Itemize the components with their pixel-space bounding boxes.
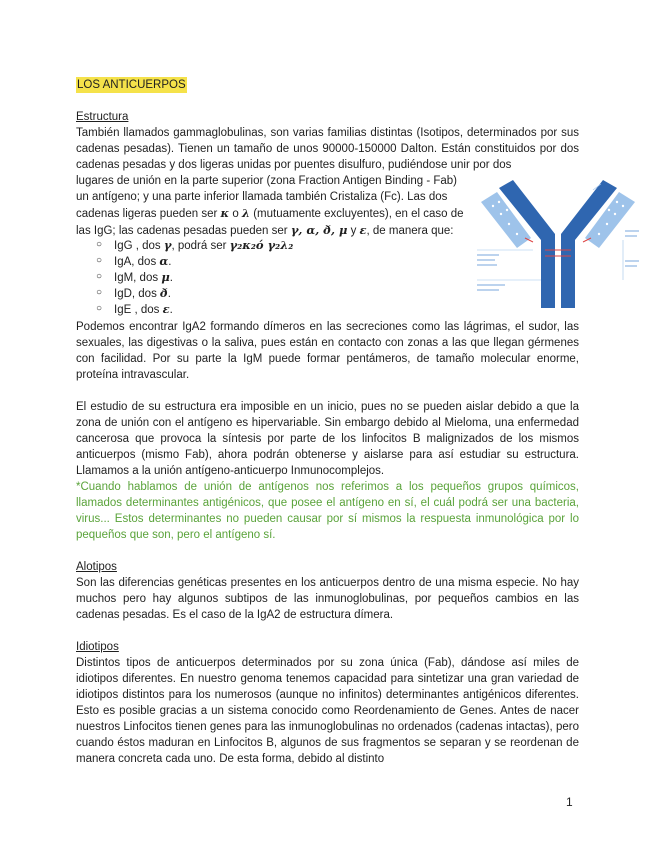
- text-line: inmunológica por lo pequeños que son, pero el antígeno sí.: [76, 513, 580, 541]
- isotype-list: [96, 237, 293, 317]
- text-line: zona de unión con el antígeno es hipervariable. Sin embargo debido al Mieloma, una: [76, 417, 514, 429]
- list-item-text: .: [169, 304, 173, 316]
- estructura-paragraph-1-narrow: [76, 173, 468, 239]
- text-line: por dos cadenas pesadas y dos ligeras unidas por puentes disulfuro, pudiéndose unir por dos: [76, 143, 579, 171]
- list-item: [96, 253, 293, 269]
- list-item-text: IgA, dos: [114, 256, 160, 268]
- text-line: mismos anticuerpos (mismo Fab), ahora podrán obtenerse y aislarse para así estudiar su: [76, 433, 580, 461]
- text-line: El estudio de su estructura era imposible en un inicio, pues no se pueden aislar debido a que la: [76, 401, 579, 413]
- list-item: [96, 237, 293, 253]
- text-line: diferentes. Esto es posible gracias a un sistema conocido como Reordenamiento de Genes.: [76, 689, 579, 717]
- text-line: idiotipos diferentes. En nuestro genoma tenemos capacidad para sintetizar una gran variedad: [76, 673, 563, 685]
- text-fragment: las IgG; las cadenas pesadas pueden ser: [76, 225, 291, 237]
- estructura-paragraph-1: [76, 125, 579, 173]
- idiotipos-paragraph: [76, 655, 579, 767]
- list-item-text: IgM, dos: [114, 272, 162, 284]
- bullet-mark: ○: [96, 287, 103, 298]
- antigen-note: [76, 479, 579, 543]
- text-line: cadenas ligeras pueden ser: [76, 208, 221, 220]
- bullet-mark: ○: [96, 303, 103, 314]
- section-heading-alotipos: Alotipos: [76, 561, 117, 573]
- list-item-text: , podrá ser: [171, 240, 230, 252]
- text-line: hay muchos pero hay algunos subtipos de las inmunoglobulinas, por pequeños cambios en las: [76, 577, 579, 605]
- text-fragment: , de manera que:: [366, 225, 454, 237]
- text-line: Antes de nacer nuestros Linfocitos tienen genes para las inmunoglobulinas no ordenados: [76, 705, 579, 733]
- section-heading-idiotipos: Idiotipos: [76, 641, 119, 653]
- text-fragment: y: [347, 225, 360, 237]
- text-line: cadenas pesadas. Es el caso de la IgA2 de estructura dímera.: [76, 609, 394, 621]
- lambda-symbol: λ: [241, 206, 250, 220]
- text-line: (cadenas intactas), pero cuando éstos maduran en Linfocitos B, algunos de sus fragmentos se: [76, 721, 579, 749]
- kappa-symbol: κ: [220, 206, 230, 220]
- text-line: Distintos tipos de anticuerpos determinados por su zona única (Fab), dándose así miles de: [76, 657, 579, 669]
- formula: γ₂κ₂ó γ₂λ₂: [229, 238, 294, 252]
- heavy-chain-symbols: γ, α, ð, μ: [290, 223, 348, 237]
- text-fragment: o: [229, 208, 242, 220]
- text-line: un antígeno; y una parte inferior llamada también Cristaliza (Fc). Las dos: [76, 191, 448, 203]
- text-line: enfermedad cancerosa que provoca la síntesis por parte de los linfocitos B malignizados de los: [76, 417, 579, 445]
- text-line: llamados determinantes antigénicos, que posee el antígeno en sí, el cuál podrá ser una: [76, 497, 531, 509]
- estructura-paragraph-3: [76, 399, 579, 479]
- greek-symbol: ð: [160, 286, 168, 300]
- greek-symbol: α: [159, 254, 169, 268]
- text-line: enorme, proteína intravascular.: [76, 353, 579, 381]
- epsilon-symbol: ε: [359, 223, 367, 237]
- greek-symbol: γ: [163, 238, 172, 252]
- heavy-chain-left: [499, 180, 555, 308]
- text-line: sexuales, las digestivas o la saliva, pues están en contacto con zonas a las que llegan: [76, 337, 525, 349]
- bullet-mark: ○: [96, 271, 103, 282]
- section-heading-estructura: Estructura: [76, 111, 129, 123]
- text-line: gérmenes con facilidad. Por su parte la IgM puede formar pentámeros, de tamaño molecular: [76, 337, 579, 365]
- text-line: de idiotipos distintos para los numerosos (aunque no infinitos) determinantes antigénicos: [76, 673, 579, 701]
- list-item-text: .: [167, 288, 171, 300]
- text-line: lugares de unión en la parte superior (zona Fraction Antigen Binding - Fab): [76, 175, 458, 187]
- text-line: Podemos encontrar IgA2 formando dímeros en las secreciones como las lágrimas, el sudor, las: [76, 321, 579, 333]
- bullet-mark: ○: [96, 255, 103, 266]
- greek-symbol: μ: [161, 270, 170, 284]
- bullet-mark: ○: [96, 239, 103, 250]
- text-line: estructura. Llamamos a la unión antígeno-anticuerpo Inmunocomplejos.: [76, 449, 579, 477]
- estructura-paragraph-2: [76, 319, 579, 383]
- list-item-text: IgD, dos: [114, 288, 161, 300]
- list-item-text: .: [168, 256, 172, 268]
- list-item-text: IgG , dos: [114, 240, 164, 252]
- list-item: [96, 269, 293, 285]
- heavy-chain-right: [561, 180, 617, 308]
- text-line: También llamados gammaglobulinas, son varias familias distintas (Isotipos, determinados por: [76, 127, 558, 139]
- figure-label-blocks: [477, 230, 639, 291]
- antibody-structure-figure: [473, 180, 643, 310]
- list-item: [96, 285, 293, 301]
- text-line: *Cuando hablamos de unión de antígenos nos referimos a los pequeños grupos químicos,: [76, 481, 579, 493]
- text-line: bacteria, virus... Estos determinantes no pueden causar por sí mismos la respuesta: [76, 497, 579, 525]
- disulfide-bridges: [525, 238, 591, 256]
- list-item-text: .: [169, 272, 173, 284]
- text-fragment: (mutuamente excluyentes), en el caso de: [250, 208, 464, 220]
- greek-symbol: ε: [162, 302, 170, 316]
- text-line: sus cadenas pesadas). Tienen un tamaño de unos 90000-150000 Dalton. Están constituidos: [76, 127, 580, 155]
- text-line: Son las diferencias genéticas presentes en los anticuerpos dentro de una misma especie. No: [76, 577, 557, 589]
- list-item-text: IgE , dos: [114, 304, 163, 316]
- page-number: 1: [566, 795, 573, 809]
- text-line: separan y se reordenan de manera concreta cada uno. De esta forma, debido al distinto: [76, 737, 579, 765]
- list-item: [96, 301, 293, 317]
- alotipos-paragraph: [76, 575, 579, 623]
- document-title: LOS ANTICUERPOS: [77, 79, 186, 91]
